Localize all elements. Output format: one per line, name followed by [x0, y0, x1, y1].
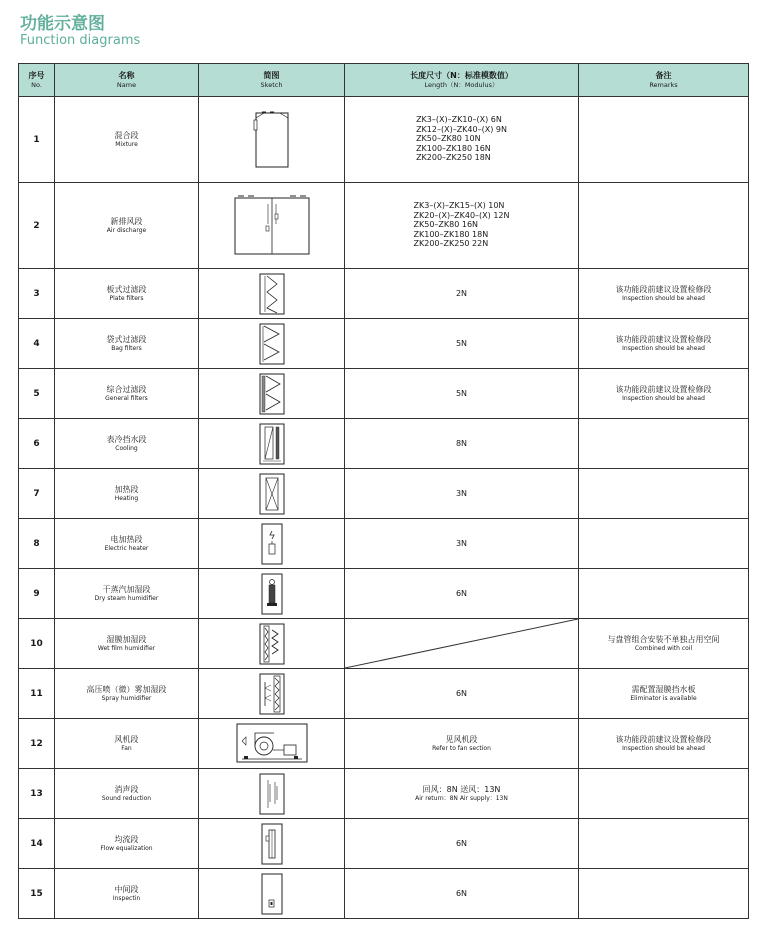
row-remarks: 与盘管组合安装不单独占用空间 Combined with coil: [579, 619, 749, 669]
row-remarks: [579, 869, 749, 919]
row-length: ZK3–(X)–ZK15–(X) 10N ZK20–(X)–ZK40–(X) 12N ZK50–ZK80 16N ZK100–ZK180 18N ZK200–ZK250 22N: [345, 183, 579, 269]
row-remarks: 该功能段前建议设置检修段 Inspection should be ahead: [579, 369, 749, 419]
row-number: 2: [19, 183, 55, 269]
row-remarks: 需配置湿膜挡水板 Eliminator is available: [579, 669, 749, 719]
row-remarks: [579, 469, 749, 519]
table-row: [19, 869, 749, 919]
heating-coil-sketch-icon: [199, 469, 345, 519]
electric-heater-sketch-icon: [199, 519, 345, 569]
table-row: [19, 769, 749, 819]
row-remarks: [579, 569, 749, 619]
row-name: 干蒸汽加湿段 Dry steam humidifier: [55, 569, 199, 619]
row-name: 均流段 Flow equalization: [55, 819, 199, 869]
row-name: 湿膜加湿段 Wet film humidifier: [55, 619, 199, 669]
table-row: [19, 519, 749, 569]
col-header-name: 名称 Name: [55, 64, 199, 97]
row-name: 中间段 Inspectin: [55, 869, 199, 919]
row-remarks: [579, 97, 749, 183]
row-name: 电加热段 Electric heater: [55, 519, 199, 569]
row-number: 13: [19, 769, 55, 819]
spray-humidifier-sketch-icon: [199, 669, 345, 719]
table-row: [19, 97, 749, 183]
steam-humidifier-sketch-icon: [199, 569, 345, 619]
row-length: ZK3–(X)–ZK10–(X) 6N ZK12–(X)–ZK40–(X) 9N ZK50–ZK80 10N ZK100–ZK180 16N ZK200–ZK250 18N: [345, 97, 579, 183]
row-number: 6: [19, 419, 55, 469]
row-remarks: 该功能段前建议设置检修段 Inspection should be ahead: [579, 319, 749, 369]
row-number: 11: [19, 669, 55, 719]
flow-equalization-sketch-icon: [199, 819, 345, 869]
table-row: [19, 719, 749, 769]
row-number: 3: [19, 269, 55, 319]
sound-reduction-sketch-icon: [199, 769, 345, 819]
row-length: 3N: [345, 469, 579, 519]
row-length: 5N: [345, 369, 579, 419]
row-length: 6N: [345, 669, 579, 719]
row-remarks: [579, 183, 749, 269]
row-remarks: 该功能段前建议设置检修段 Inspection should be ahead: [579, 269, 749, 319]
row-name: 新排风段 Air discharge: [55, 183, 199, 269]
page-title: 功能示意图: [20, 14, 105, 34]
col-header-length: 长度尺寸（N：标准模数值） Length（N：Modulus）: [345, 64, 579, 97]
table-row: [19, 183, 749, 269]
row-number: 10: [19, 619, 55, 669]
row-name: 综合过滤段 General filters: [55, 369, 199, 419]
row-name: 加热段 Heating: [55, 469, 199, 519]
row-length: 6N: [345, 869, 579, 919]
row-name: 混合段 Mixture: [55, 97, 199, 183]
table-row: [19, 369, 749, 419]
row-name: 袋式过滤段 Bag filters: [55, 319, 199, 369]
row-length: 3N: [345, 519, 579, 569]
cooling-coil-sketch-icon: [199, 419, 345, 469]
row-length: 2N: [345, 269, 579, 319]
row-remarks: [579, 769, 749, 819]
row-number: 8: [19, 519, 55, 569]
fan-sketch-icon: [199, 719, 345, 769]
table-row: [19, 269, 749, 319]
row-name: 风机段 Fan: [55, 719, 199, 769]
page-subtitle: Function diagrams: [20, 33, 141, 48]
row-number: 1: [19, 97, 55, 183]
table-row: [19, 469, 749, 519]
row-length: 6N: [345, 569, 579, 619]
row-number: 9: [19, 569, 55, 619]
table-row: [19, 319, 749, 369]
row-remarks: [579, 819, 749, 869]
bag-filter-sketch-icon: [199, 319, 345, 369]
row-name: 高压喷（微）雾加湿段 Spray humidifier: [55, 669, 199, 719]
row-name: 板式过滤段 Plate filters: [55, 269, 199, 319]
row-number: 14: [19, 819, 55, 869]
row-number: 4: [19, 319, 55, 369]
row-name: 消声段 Sound reduction: [55, 769, 199, 819]
table-row: [19, 419, 749, 469]
inspection-sketch-icon: [199, 869, 345, 919]
plate-filter-sketch-icon: [199, 269, 345, 319]
col-header-no: 序号 No.: [19, 64, 55, 97]
air-discharge-sketch-icon: [199, 183, 345, 269]
table-row: [19, 819, 749, 869]
col-header-remarks: 备注 Remarks: [579, 64, 749, 97]
table-header-row: [19, 64, 749, 97]
row-length: 回风：8N 送风：13N Air return：8N Air supply：13N: [345, 769, 579, 819]
col-header-sketch: 简图 Sketch: [199, 64, 345, 97]
row-remarks: 该功能段前建议设置检修段 Inspection should be ahead: [579, 719, 749, 769]
row-number: 15: [19, 869, 55, 919]
row-length: 8N: [345, 419, 579, 469]
row-name: 表冷挡水段 Cooling: [55, 419, 199, 469]
row-number: 12: [19, 719, 55, 769]
row-length: 6N: [345, 819, 579, 869]
row-remarks: [579, 519, 749, 569]
row-length: 见风机段 Refer to fan section: [345, 719, 579, 769]
row-length-empty: [345, 619, 579, 669]
mixture-sketch-icon: [199, 97, 345, 183]
diagonal-slash: [345, 619, 578, 668]
row-length: 5N: [345, 319, 579, 369]
table-row: [19, 619, 749, 669]
wet-film-sketch-icon: [199, 619, 345, 669]
row-number: 5: [19, 369, 55, 419]
row-remarks: [579, 419, 749, 469]
general-filter-sketch-icon: [199, 369, 345, 419]
table-row: [19, 669, 749, 719]
row-number: 7: [19, 469, 55, 519]
function-table: [18, 63, 749, 919]
table-row: [19, 569, 749, 619]
